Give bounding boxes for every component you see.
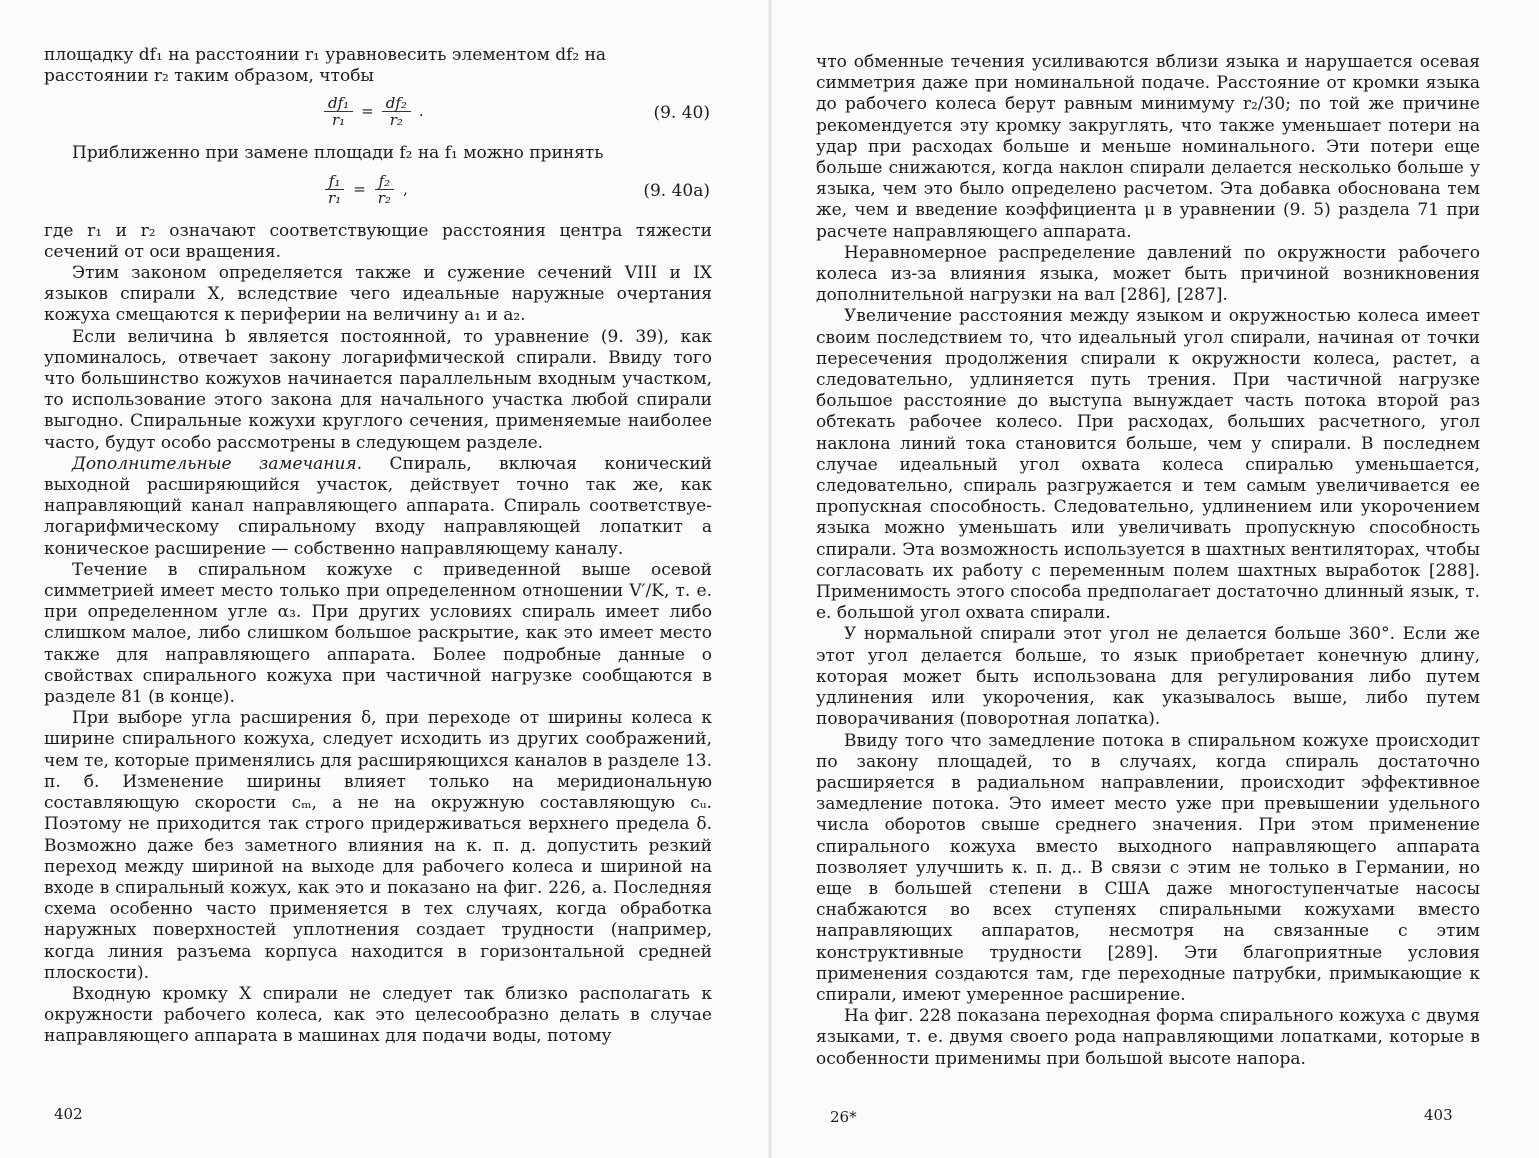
paragraph: Входную кромку X спирали не следует так близко располагать к окружности рабочего колеса, как это целесообразно делать в случае направляющего аппарата в машинах для подачи воды, потому bbox=[44, 983, 712, 1047]
paragraph: где r₁ и r₂ означают соответствующие расстояния центра тяжести сечений от оси вращения. bbox=[44, 220, 712, 262]
page-number: 402 bbox=[54, 1105, 83, 1123]
page-number: 403 bbox=[1424, 1106, 1453, 1124]
numerator: df₂ bbox=[382, 95, 411, 112]
paragraph bbox=[44, 454, 712, 560]
fraction bbox=[374, 173, 395, 206]
fraction bbox=[324, 173, 345, 206]
equation-number: (9. 40а) bbox=[643, 180, 710, 201]
denominator: r₂ bbox=[389, 111, 403, 130]
numerator: f₁ bbox=[325, 173, 345, 190]
signature-mark: 26* bbox=[830, 1108, 857, 1126]
paragraph: Ввиду того что замедление потока в спиральном кожухе происходит по закону площадей, то в случаях, когда спираль достаточно расширяется в радиальном направлении, происходит эффективное замедление потока. Это имеет место уже при превышении удельного числа оборотов свыше среднего значения. При этом применение спирального кожуха вместо выходного направляющего аппарата позволяет улучшить к. п. д.. В связи с этим не только в Германии, но еще в большей степени в США даже многоступенчатые насосы снабжаются во всех ступенях спиральными кожухами вместо направляющих аппаратов, несмотря на связанные с этим конструктивные трудности [289]. Эти благоприятные условия применения создаются там, где переходные патрубки, примыкающие к спирали, имеют умеренное расширение. bbox=[816, 730, 1480, 1005]
paragraph-lead: Дополнительные замечания. bbox=[72, 453, 363, 474]
left-page-text bbox=[44, 45, 712, 1048]
fraction bbox=[324, 95, 353, 128]
paragraph: Неравномерное распределение давлений по окружности рабочего колеса из-за влияния языка, может быть причиной возникновения дополнительной нагрузки на вал [286], [287]. bbox=[816, 242, 1480, 306]
numerator: f₂ bbox=[375, 173, 395, 190]
equation-number: (9. 40) bbox=[653, 103, 710, 124]
formula-9-40 bbox=[44, 87, 712, 143]
equals-sign: = bbox=[353, 179, 366, 198]
paragraph: Течение в спиральном кожухе с приведенной выше осевой симметрией имеет место только при определенном отношении V′/K, т. е. при определенном угле α₃. При других условиях спираль имеет либо слишком малое, либо слишком большое раскрытие, как это имеет место также для направляющего аппарата. Более подробные данные о свойствах спирального кожуха при частичной нагрузке сообщаются в разделе 81 (в конце). bbox=[44, 559, 712, 708]
paragraph: У нормальной спирали этот угол не делается больше 360°. Если же этот угол делается больше, то язык приобретает конечную длину, которая может быть использована для регулирования либо путем удлинения или укорочения, как указывалось выше, либо путем поворачивания (поворотная лопатка). bbox=[816, 624, 1480, 730]
paragraph-body: Спираль, включая конический выходной расширяющийся участок, действует точно так же, как направляющий канал направляющего аппарата. Спираль соответствуе- логарифмическому спиральному входу направляющей лопаткит а коническое расширение — собственно направляющему каналу. bbox=[44, 453, 712, 559]
paragraph: Приближенно при замене площади f₂ на f₁ можно принять bbox=[72, 143, 604, 164]
right-page bbox=[770, 0, 1539, 1158]
formula-punctuation: . bbox=[418, 102, 424, 121]
equals-sign: = bbox=[361, 102, 374, 121]
paragraph: При выборе угла расширения δ, при переходе от ширины колеса к ширине спирального кожуха, следует исходить из других соображений, чем те, которые применялись для расширяющихся каналов в разделе 13. п. б. Изменение ширины влияет только на меридиональную составляющую скорости cₘ, а не на окружную составляющую cᵤ. Поэтому не приходится так строго придерживаться верхнего предела δ. Возможно даже без заметного влияния на к. п. д. допустить резкий переход между шириной на выходе для рабочего колеса и шириной на входе в спиральный кожух, как это и показано на фиг. 226, а. Последняя схема особенно часто применяется в тех случаях, когда обработка наружных поверхностей уплотнения создает трудности (например, когда линия разъема корпуса находится в горизонтальной средней плоскости). bbox=[44, 708, 712, 983]
paragraph: На фиг. 228 показана переходная форма спирального кожуха с двумя языками, т. е. двумя своего рода направляющими лопатками, которые в особенности применимы при большой высоте напора. bbox=[816, 1006, 1480, 1069]
numerator: df₁ bbox=[324, 95, 353, 112]
paragraph: Этим законом определяется также и сужение сечений VIII и IX языков спирали X, вследствие чего идеальные наружные очертания кожуха смещаются к периферии на величину a₁ и a₂. bbox=[44, 263, 712, 326]
intro-line: площадку df₁ на расстоянии r₁ уравновесить элементом df₂ на bbox=[44, 45, 607, 65]
right-page-text bbox=[816, 52, 1480, 1070]
denominator: r₂ bbox=[377, 188, 391, 207]
intro-line: расстоянии r₂ таким образом, чтобы bbox=[44, 66, 374, 87]
paragraph: что обменные течения усиливаются вблизи языка и нарушается осевая симметрия даже при номинальной подаче. Расстояние от кромки языка до рабочего колеса берут равным минимуму r₂/30; по той же причине рекомендуется эту кромку закруглять, что также уменьшает потери на удар при расходах больше и меньше номинального. Эти потери еще больше снижаются, когда наклон спирали делается несколько больше у языка, чем это было определено расчетом. Эта добавка обоснована тем же, чем и введение коэффициента μ в уравнении (9. 5) раздела 71 при расчете направляющего аппарата. bbox=[816, 52, 1480, 242]
formula-punctuation: , bbox=[402, 179, 408, 198]
paragraph: Увеличение расстояния между языком и окружностью колеса имеет своим последствием то, что идеальный угол спирали, начиная от точки пересечения продолжения спирали к окружности колеса, растет, а следовательно, удлиняется путь трения. При частичной нагрузке большое расстояние до выступа вынуждает часть потока второй раз обтекать рабочее колесо. При расходах, больших расчетного, угол наклона линий тока становится больше, чем у спирали. В последнем случае идеальный угол охвата колеса спиралью уменьшается, следовательно, спираль разгружается и тем самым увеличивается ее пропускная способность. Следовательно, удлинением или укорочением языка можно уменьшать или увеличивать пропускную способность спирали. Эта возможность используется в шахтных вентиляторах, чтобы согласовать их работу с переменным полем шахтных выработок [288]. Применимость этого способа предполагает достаточно длинный язык, т. е. большой угол охвата спирали. bbox=[816, 306, 1480, 624]
denominator: r₁ bbox=[331, 111, 346, 130]
formula-9-40a bbox=[44, 165, 712, 221]
fraction bbox=[382, 95, 411, 128]
denominator: r₁ bbox=[328, 188, 342, 207]
paragraph: Если величина b является постоянной, то уравнение (9. 39), как упоминалось, отвечает закону логарифмической спирали. Ввиду того что большинство кожухов начинается параллельным входным участком, то использование этого закона для начального участка любой спирали выгодно. Спиральные кожухи круглого сечения, применяемые наиболее часто, будут особо рассмотрены в следующем разделе. bbox=[44, 326, 712, 453]
